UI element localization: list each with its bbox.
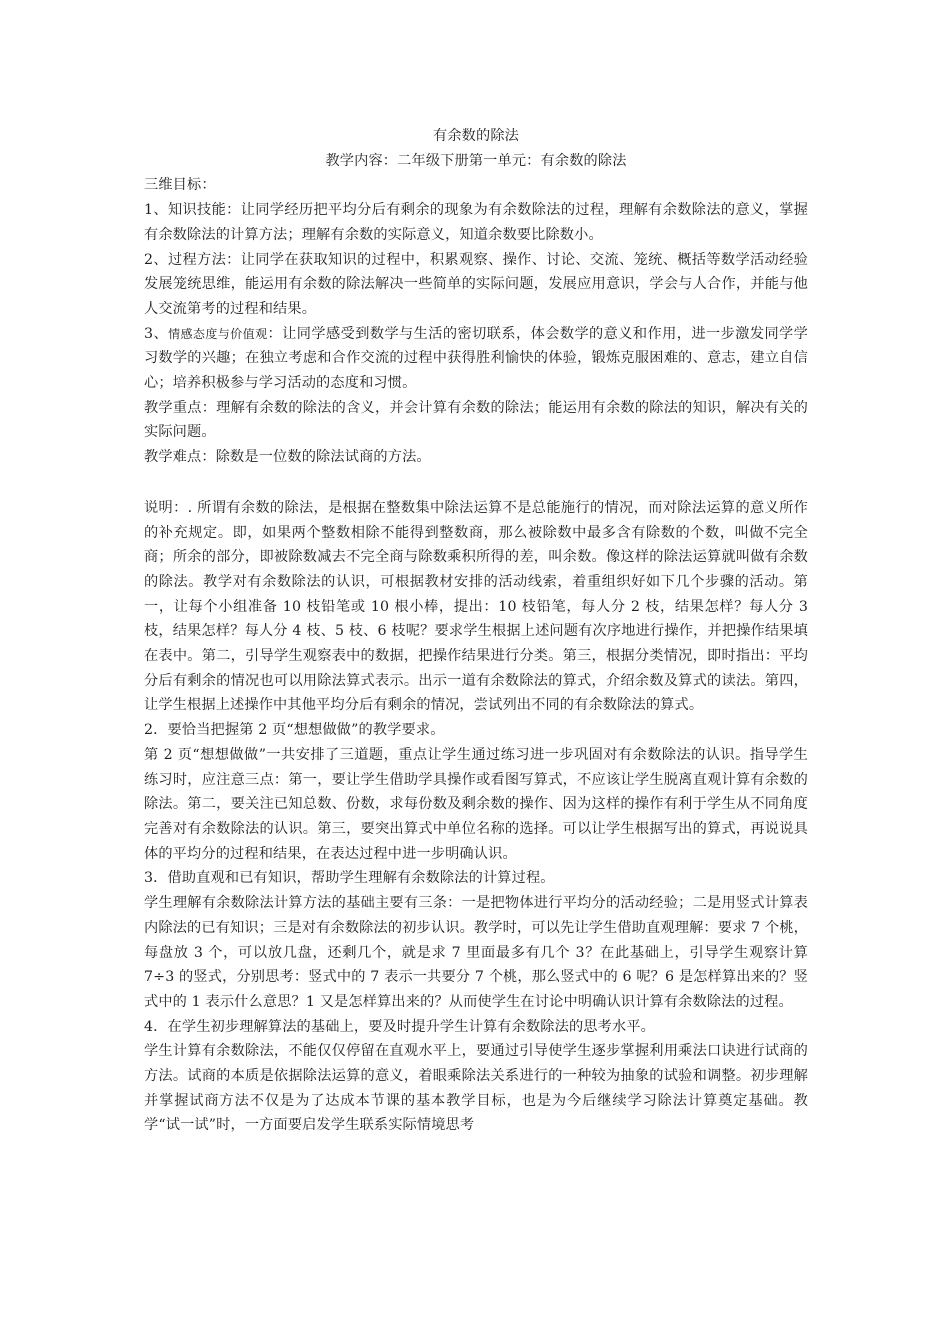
difficulty: 教学难点：除数是一位数的除法试商的方法。	[144, 449, 431, 466]
point2-heading: 2．要恰当把握第 2 页“想想做做”的教学要求。	[144, 722, 445, 739]
point4-heading: 4．在学生初步理解算法的基础上，要及时提升学生计算有余数除法的思考水平。	[144, 1018, 655, 1035]
teaching-content: 教学内容：二年级下册第一单元：有余数的除法	[325, 152, 627, 169]
point4-body: 学生计算有余数除法，不能仅仅停留在直观水平上，要通过引导使学生逐步掌握利用乘法口诀进行试商的方法。试商的本质是依据除法运算的意义，着眼乘除法关系进行的一种较为抽象的试验和调整。初步理解并掌握试商方法不仅是为了达成本节课的基本教学目标，也是为今后继续学习除法计算奠定基础。教学“试一试”时，一方面要启发学生联系实际情境思考	[144, 1043, 808, 1134]
point2-body: 第 2 页“想想做做”一共安排了三道题，重点让学生通过练习进一步巩固对有余数除法的认识。指导学生练习时，应注意三点：第一，要让学生借助学具操作或看图写算式，不应该让学生脱离直观计算有余数的除法。第二，要关注已知总数、份数，求每份数及剩余数的操作、因为这样的操作有利于学生从不同角度完善对有余数除法的认识。第三，要突出算式中单位名称的选择。可以让学生根据写出的算式，再说说具体的平均分的过程和结果，在表达过程中进一步明确认识。	[144, 746, 808, 862]
explanation-paragraph: 说明：. 所谓有余数的除法，是根据在整数集中除法运算不是总能施行的情况，而对除法运算的意义所作的补充规定。即，如果两个整数相除不能得到整数商，那么被除数中最多含有除数的个数，叫做不完全商；所余的部分，即被除数减去不完全商与除数乘积所得的差，叫余数。像这样的除法运算就叫做有余数的除法。教学对有余数除法的认识，可根据教材安排的活动线索，着重组织好如下几个步骤的活动。第一，让每个小组准备 10 枝铅笔或 10 根小棒，提出：10 枝铅笔，每人分 2 枝，结果怎样？每人分 3 枝，结果怎样？每人分 4 枝、5 枝、6 枝呢？要求学生根据上述问题有次序地进行操作，并把操作结果填在表中。第二，引导学生观察表中的数据，把操作结果进行分类。第三，根据分类情况，即时指出：平均分后有剩余的情况也可以用除法算式表示。出示一道有余数除法的算式，介绍余数及算式的读法。第四，让学生根据上述操作中其他平均分后有剩余的情况，尝试列出不同的有余数除法的算式。	[144, 499, 808, 714]
document-page	[144, 124, 808, 1138]
point3-body: 学生理解有余数除法计算方法的基础主要有三条：一是把物体进行平均分的活动经验；二是用竖式计算表内除法的已有知识；三是对有余数除法的初步认识。教学时，可以先让学生借助直观理解：要求 7 个桃，每盘放 3 个，可以放几盘，还剩几个，就是求 7 里面最多有几个 3？在此基础上，引导学生观察计算 7÷3 的竖式，分别思考：竖式中的 7 表示一共要分 7 个桃，那么竖式中的 6 呢？6 是怎样算出来的？竖式中的 1 表示什么意思？1 又是怎样算出来的？从而使学生在讨论中明确认识计算有余数除法的过程。	[144, 895, 808, 1010]
point3-heading: 3．借助直观和已有知识，帮助学生理解有余数除法的计算过程。	[144, 870, 555, 887]
goal3-label: 情感态度与价值观	[168, 326, 268, 341]
key-point: 教学重点：理解有余数的除法的含义，并会计算有余数的除法；能运用有余数的除法的知识，解决有关的实际问题。	[144, 399, 808, 441]
goal-emotion-attitude	[144, 322, 808, 396]
goals-heading: 三维目标：	[144, 177, 216, 194]
goal3-prefix: 3、	[144, 325, 169, 342]
document-title: 有余数的除法	[432, 128, 520, 144]
goal-process-methods: 2、过程方法：让同学在获取知识的过程中，积累观察、操作、讨论、交流、笼统、概括等数学活动经验发展笼统思维，能运用有余数的除法解决一些简单的实际问题，发展应用意识，学会与人合作，并能与他人交流第考的过程和结果。	[144, 251, 808, 317]
blank-line	[144, 470, 808, 496]
goal-knowledge-skills: 1、知识技能：让同学经历把平均分后有剩余的现象为有余数除法的过程，理解有余数除法的意义，掌握有余数除法的计算方法；理解有余数的实际意义，知道余数要比除数小。	[144, 202, 808, 243]
goal3-text: ：让同学感受到数学与生活的密切联系，体会数学的意义和作用，进一步激发同学学习数学的兴趣；在独立考虑和合作交流的过程中获得胜利愉快的体验，锻炼克服困难的、意志，建立自信心；培养积极参与学习活动的态度和习惯。	[144, 325, 809, 392]
